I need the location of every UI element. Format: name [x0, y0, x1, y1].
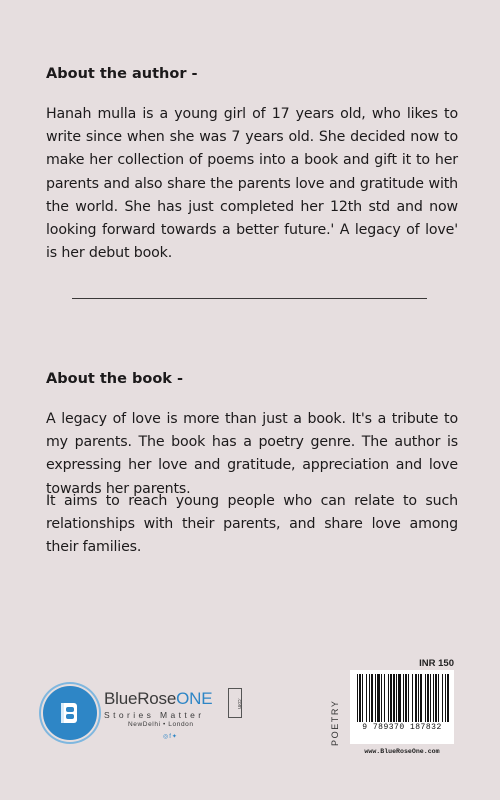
barcode-bar — [438, 674, 439, 722]
publisher-domain-box: .com — [228, 688, 242, 718]
publisher-name-main: BlueRose — [104, 689, 177, 708]
barcode-bar — [384, 674, 385, 722]
section-divider — [72, 298, 427, 299]
barcode-bar — [425, 674, 426, 722]
publisher-name — [104, 689, 212, 709]
barcode-bar — [418, 674, 419, 722]
about-author-text: Hanah mulla is a young girl of 17 years old, who likes to write since when she was 7 years old. She decided now to make her collection of poems into a book and gift it to her parents and also share the parents love and gratitude with the world. She has just completed her 12th std and now looking forward towards a better future.' A legacy of love' is her debut book. — [46, 106, 458, 262]
barcode-bar — [408, 674, 409, 722]
barcode-bar — [366, 674, 367, 722]
about-book-paragraph-2: It aims to reach young people who can relate to such relationships with their parents, and share love among their families. — [46, 493, 458, 556]
about-book-paragraph-1: A legacy of love is more than just a book. It's a tribute to my parents. The book has a poetry genre. The author is expressing her love and gratitude, appreciation and love towards her parents. — [46, 411, 458, 497]
barcode-bar — [396, 674, 397, 722]
book-icon — [57, 700, 83, 726]
barcode-bar — [362, 674, 363, 722]
barcode-bar — [393, 674, 395, 722]
barcode-bar — [403, 674, 404, 722]
isbn-digits: 9 789370 187832 — [362, 723, 442, 732]
barcode-bar — [359, 674, 361, 722]
genre-label: POETRY — [330, 699, 340, 746]
about-book-heading: About the book - — [46, 371, 184, 387]
barcode-bar — [433, 674, 434, 722]
logo-circle — [43, 686, 97, 740]
barcode-bar — [415, 674, 417, 722]
barcode-bar — [381, 674, 382, 722]
barcode-bars — [350, 670, 454, 724]
barcode-bar — [445, 674, 446, 722]
barcode-bar — [442, 674, 443, 722]
publisher-name-one: ONE — [176, 689, 213, 708]
barcode-bar — [427, 674, 429, 722]
barcode-bar — [435, 674, 437, 722]
barcode-bar — [375, 674, 376, 722]
about-author-heading: About the author - — [46, 66, 198, 82]
facebook-icon: f — [169, 734, 172, 740]
barcode-bar — [398, 674, 401, 722]
social-icons — [163, 733, 178, 740]
publisher-website: www.BlueRoseOne.com — [364, 748, 440, 755]
barcode-bar — [371, 674, 373, 722]
instagram-icon: ◎ — [163, 734, 170, 740]
barcode-bar — [357, 674, 358, 722]
price-label: INR 150 — [419, 658, 454, 669]
barcode-bar — [430, 674, 431, 722]
barcode-bar — [390, 674, 392, 722]
barcode-bar — [388, 674, 389, 722]
barcode-bar — [447, 674, 449, 722]
twitter-icon: ✦ — [171, 734, 178, 740]
barcode-bar — [412, 674, 413, 722]
barcode-bar — [377, 674, 380, 722]
barcode-bar — [405, 674, 407, 722]
barcode-bar — [420, 674, 422, 722]
publisher-tagline: Stories Matter — [104, 710, 205, 720]
publisher-cities: NewDelhi • London — [128, 721, 194, 728]
barcode-bar — [369, 674, 370, 722]
isbn-barcode — [350, 670, 454, 744]
